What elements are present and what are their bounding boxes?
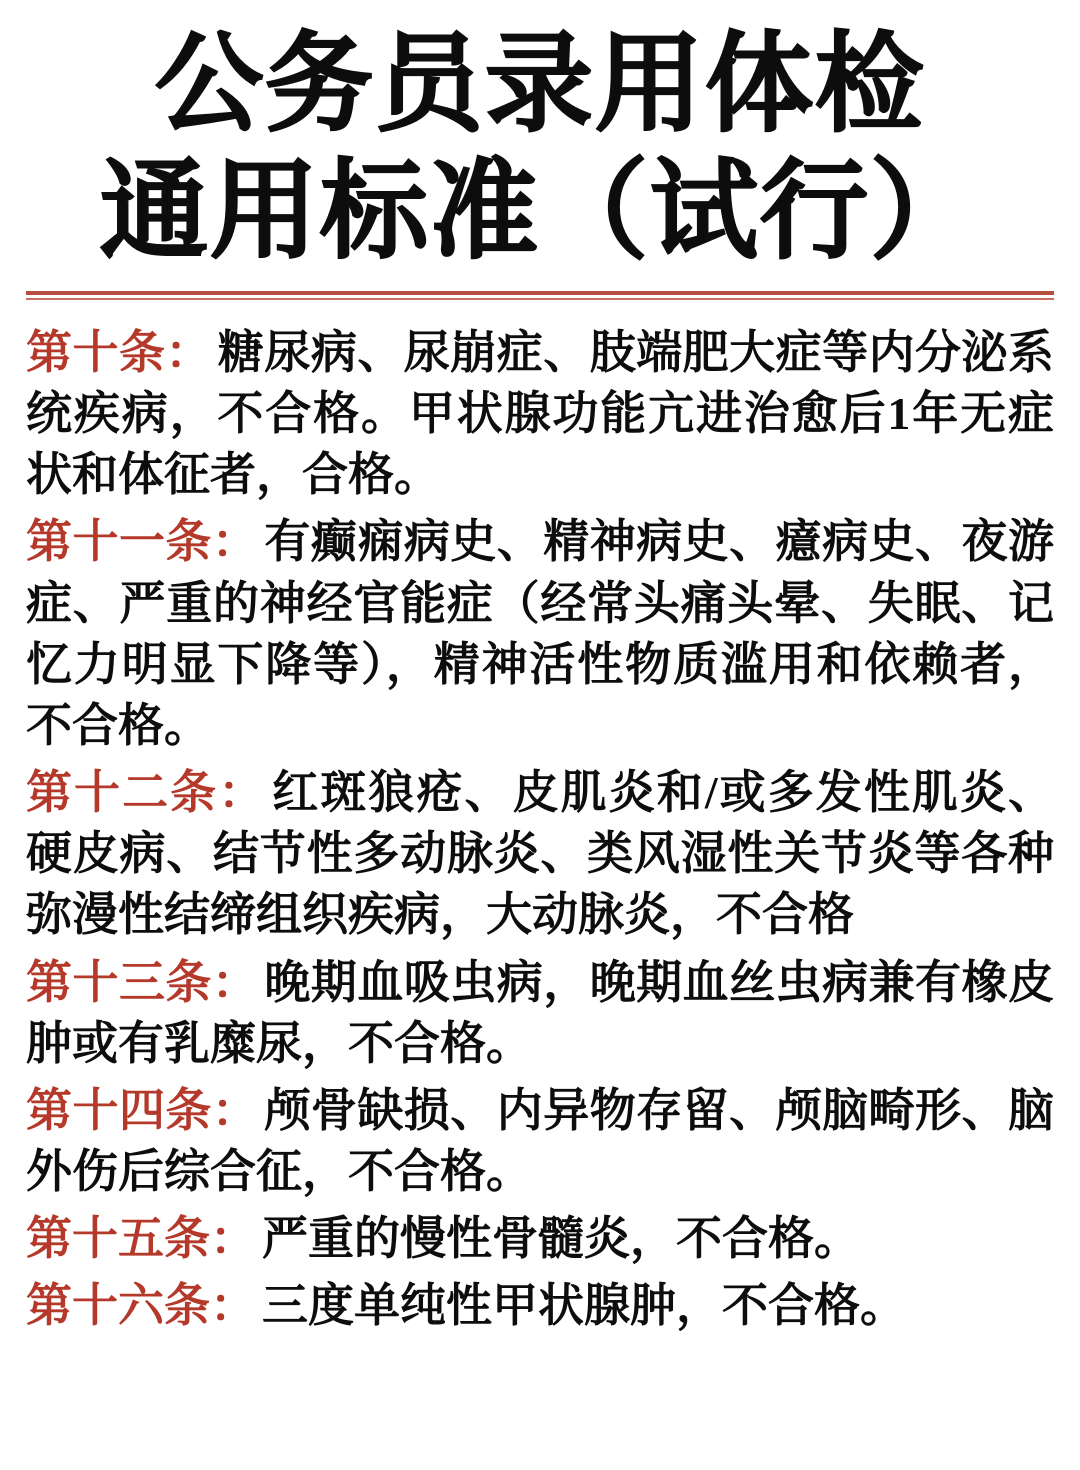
article-label: 第十二条：: [26, 767, 267, 819]
document-title-block: [26, 14, 1054, 277]
article-label: 第十条：: [26, 326, 212, 378]
page-title-line-2: 通用标准（试行）: [99, 153, 980, 273]
article-text: 红斑狼疮、皮肌炎和/或多发性肌炎、硬皮病、结节性多动脉炎、类风湿性关节炎等各种弥漫性结缔组织疾病，大动脉炎，不合格: [26, 767, 1055, 941]
article-text: 三度单纯性甲状腺肿，不合格。: [262, 1280, 906, 1332]
article-text: 晚期血吸虫病，晚期血丝虫病兼有橡皮肿或有乳糜尿，不合格。: [26, 956, 1055, 1069]
article-label: 第十六条：: [26, 1280, 256, 1332]
article-label: 第十三条：: [26, 956, 259, 1008]
article-label: 第十四条：: [26, 1084, 259, 1136]
article-text: 严重的慢性骨髓炎，不合格。: [262, 1213, 860, 1265]
article-item: [26, 952, 1054, 1074]
article-item: [26, 322, 1054, 506]
article-item: [26, 762, 1054, 946]
page-title-line-1: 公务员录用体检: [154, 26, 925, 145]
article-text: 糖尿病、尿崩症、肢端肥大症等内分泌系统疾病，不合格。甲状腺功能亢进治愈后1年无症状和体征者，合格。: [26, 326, 1055, 501]
article-item: [26, 511, 1054, 756]
article-text: 有癫痫病史、精神病史、癔病史、夜游症、严重的神经官能症（经常头痛头晕、失眠、记忆力明显下降等），精神活性物质滥用和依赖者，不合格。: [26, 516, 1055, 751]
title-divider-secondary: [26, 298, 1054, 300]
article-label: 第十一条：: [26, 516, 259, 568]
article-label: 第十五条：: [26, 1213, 256, 1265]
article-item: [26, 1275, 1054, 1336]
article-item: [26, 1208, 1054, 1269]
title-divider: [26, 291, 1054, 295]
article-item: [26, 1080, 1054, 1202]
articles-list: [26, 322, 1054, 1337]
article-text: 颅骨缺损、内异物存留、颅脑畸形、脑外伤后综合征，不合格。: [26, 1084, 1055, 1198]
